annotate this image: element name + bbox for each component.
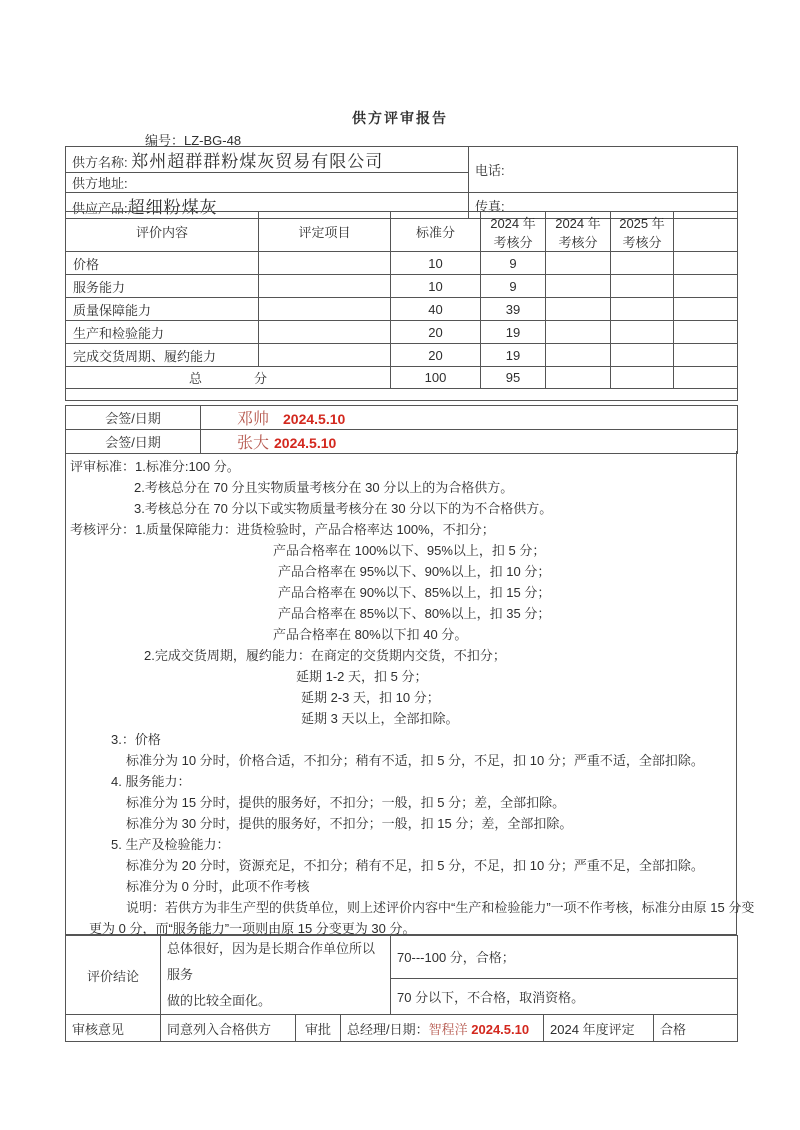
signature-name: 邓帅 bbox=[237, 411, 270, 428]
pass-rule: 70---100 分，合格； bbox=[391, 936, 738, 979]
criteria-line: 4. 服务能力： bbox=[111, 774, 191, 789]
row-score: 19 bbox=[481, 344, 546, 367]
supplier-address-cell bbox=[66, 173, 469, 193]
year-eval-result: 合格 bbox=[654, 1015, 738, 1042]
row-empty bbox=[674, 321, 738, 344]
phone-label: 电话: bbox=[475, 163, 505, 178]
row-empty bbox=[611, 367, 674, 389]
row-score: 9 bbox=[481, 252, 546, 275]
col-header-standard: 标准分 bbox=[391, 212, 481, 252]
row-content: 价格 bbox=[66, 252, 259, 275]
criteria-line: 说明：若供方为非生产型的供货单位，则上述评价内容中“生产和检验能力”一项不作考核，标准分由原 15 分变 bbox=[126, 900, 755, 915]
row-empty bbox=[546, 321, 611, 344]
total-label: 总 分 bbox=[66, 367, 391, 389]
row-content: 生产和检验能力 bbox=[66, 321, 259, 344]
row-content: 完成交货周期、履约能力 bbox=[66, 344, 259, 367]
criteria-line: 延期 1-2 天，扣 5 分； bbox=[296, 669, 428, 684]
gm-signature-name: 智程洋 bbox=[428, 1021, 468, 1037]
table-row bbox=[66, 298, 738, 321]
conclusion-text: 总体很好，因为是长期合作单位所以服务 做的比较全面化。 bbox=[161, 936, 391, 1015]
supplier-name-value: 郑州超群群粉煤灰贸易有限公司 bbox=[131, 152, 384, 171]
table-row bbox=[66, 275, 738, 298]
criteria-line: 产品合格率在 80%以下扣 40 分。 bbox=[273, 627, 468, 642]
criteria-line: 产品合格率在 100%以下、95%以上，扣 5 分； bbox=[273, 543, 546, 558]
spacer-row bbox=[66, 389, 738, 401]
row-content: 质量保障能力 bbox=[66, 298, 259, 321]
table-row bbox=[66, 321, 738, 344]
product-value: 超细粉煤灰 bbox=[127, 198, 218, 217]
row-empty bbox=[674, 367, 738, 389]
signature-name: 张大 bbox=[237, 435, 270, 452]
criteria-line: 2.完成交货周期，履约能力：在商定的交货期内交货，不扣分； bbox=[144, 648, 506, 663]
table-row bbox=[66, 252, 738, 275]
row-empty bbox=[674, 298, 738, 321]
col-header-project: 评定项目 bbox=[259, 212, 391, 252]
row-empty bbox=[546, 275, 611, 298]
criteria-line: 产品合格率在 85%以下、80%以上，扣 35 分； bbox=[278, 606, 551, 621]
row-project bbox=[259, 344, 391, 367]
phone-cell bbox=[469, 147, 738, 193]
signoff-label: 会签/日期 bbox=[66, 430, 201, 454]
criteria-line: 2.考核总分在 70 分且实物质量考核分在 30 分以上的为合格供方。 bbox=[134, 480, 514, 495]
criteria-line: 评审标准：1.标准分:100 分。 bbox=[70, 459, 240, 474]
signoff-row bbox=[66, 406, 738, 430]
total-score: 95 bbox=[481, 367, 546, 389]
row-empty bbox=[611, 252, 674, 275]
criteria-line: 标准分为 15 分时，提供的服务好，不扣分；一般，扣 5 分；差，全部扣除。 bbox=[126, 795, 566, 810]
row-score: 9 bbox=[481, 275, 546, 298]
signature-date: 2024.5.10 bbox=[283, 411, 346, 427]
criteria-line: 标准分为 30 分时，提供的服务好，不扣分；一般，扣 15 分；差，全部扣除。 bbox=[126, 816, 573, 831]
supplier-address-label: 供方地址: bbox=[72, 176, 128, 191]
criteria-line: 产品合格率在 90%以下、85%以上，扣 15 分； bbox=[278, 585, 551, 600]
review-opinion: 同意列入合格供方 bbox=[161, 1015, 296, 1042]
spacer-cell bbox=[66, 389, 738, 401]
col-header-year1: 2024 年 考核分 bbox=[481, 212, 546, 252]
row-empty bbox=[611, 321, 674, 344]
gm-label: 总经理/日期： bbox=[347, 1021, 429, 1037]
row-standard: 40 bbox=[391, 298, 481, 321]
signoff-value bbox=[201, 430, 738, 454]
criteria-line: 延期 3 天以上，全部扣除。 bbox=[301, 711, 459, 726]
signoff-value bbox=[201, 406, 738, 430]
criteria-line: 产品合格率在 95%以下、90%以上，扣 10 分； bbox=[278, 564, 551, 579]
criteria-line: 更为 0 分，而“服务能力”一项则由原 15 分变更为 30 分。 bbox=[89, 921, 416, 936]
year-eval-label: 2024 年度评定 bbox=[544, 1015, 654, 1042]
row-empty bbox=[674, 344, 738, 367]
row-empty bbox=[611, 275, 674, 298]
row-empty bbox=[546, 367, 611, 389]
table-row bbox=[66, 344, 738, 367]
conclusion-row bbox=[66, 936, 738, 979]
row-score: 39 bbox=[481, 298, 546, 321]
signoff-label: 会签/日期 bbox=[66, 406, 201, 430]
col-header-content: 评价内容 bbox=[66, 212, 259, 252]
row-project bbox=[259, 321, 391, 344]
total-row bbox=[66, 367, 738, 389]
approve-label: 审批 bbox=[296, 1015, 341, 1042]
fail-rule: 70 分以下，不合格，取消资格。 bbox=[391, 978, 738, 1014]
fax-label: 传真: bbox=[475, 199, 505, 214]
row-empty bbox=[611, 344, 674, 367]
page-title: 供方评审报告 bbox=[352, 110, 448, 126]
row-standard: 10 bbox=[391, 252, 481, 275]
row-empty bbox=[674, 275, 738, 298]
row-project bbox=[259, 252, 391, 275]
col-header-year2: 2024 年 考核分 bbox=[546, 212, 611, 252]
row-content: 服务能力 bbox=[66, 275, 259, 298]
review-label: 审核意见 bbox=[66, 1015, 161, 1042]
criteria-line: 考核评分：1.质量保障能力：进货检验时，产品合格率达 100%，不扣分； bbox=[70, 522, 495, 537]
row-project bbox=[259, 298, 391, 321]
signature-date: 2024.5.10 bbox=[274, 435, 337, 451]
criteria-line: 标准分为 20 分时，资源充足，不扣分；稍有不足，扣 5 分，不足，扣 10 分；严重不足，全部扣除。 bbox=[126, 858, 704, 873]
product-label: 供应产品: bbox=[72, 201, 128, 216]
supplier-name-cell bbox=[66, 147, 469, 173]
criteria-line: 5. 生产及检验能力： bbox=[111, 837, 230, 852]
criteria-line: 3.考核总分在 70 分以下或实物质量考核分在 30 分以下的为不合格供方。 bbox=[134, 501, 553, 516]
gm-signature-date: 2024.5.10 bbox=[471, 1021, 530, 1037]
col-header-extra bbox=[674, 212, 738, 252]
conclusion-label: 评价结论 bbox=[66, 936, 161, 1015]
doc-number: 编号：LZ-BG-48 bbox=[145, 133, 242, 148]
row-empty bbox=[546, 252, 611, 275]
row-empty bbox=[611, 298, 674, 321]
row-standard: 20 bbox=[391, 321, 481, 344]
gm-cell bbox=[341, 1015, 544, 1042]
criteria-line: 延期 2-3 天，扣 10 分； bbox=[301, 690, 440, 705]
signoff-row bbox=[66, 430, 738, 454]
signoff-table bbox=[65, 405, 738, 454]
row-project bbox=[259, 275, 391, 298]
conclusion-table bbox=[65, 935, 738, 1042]
row-empty bbox=[546, 344, 611, 367]
criteria-line: 标准分为 10 分时，价格合适，不扣分；稍有不适，扣 5 分，不足，扣 10 分；严重不适，全部扣除。 bbox=[126, 753, 704, 768]
supplier-info-table bbox=[65, 146, 738, 219]
supplier-name-label: 供方名称: bbox=[72, 155, 128, 170]
row-standard: 10 bbox=[391, 275, 481, 298]
criteria-line: 标准分为 0 分时，此项不作考核 bbox=[126, 879, 310, 894]
row-standard: 20 bbox=[391, 344, 481, 367]
col-header-year3: 2025 年 考核分 bbox=[611, 212, 674, 252]
criteria-line: 3.：价格 bbox=[111, 732, 161, 747]
row-score: 19 bbox=[481, 321, 546, 344]
total-standard: 100 bbox=[391, 367, 481, 389]
row-empty bbox=[674, 252, 738, 275]
evaluation-table bbox=[65, 211, 738, 401]
criteria-box bbox=[65, 451, 755, 936]
review-row bbox=[66, 1015, 738, 1042]
row-empty bbox=[546, 298, 611, 321]
